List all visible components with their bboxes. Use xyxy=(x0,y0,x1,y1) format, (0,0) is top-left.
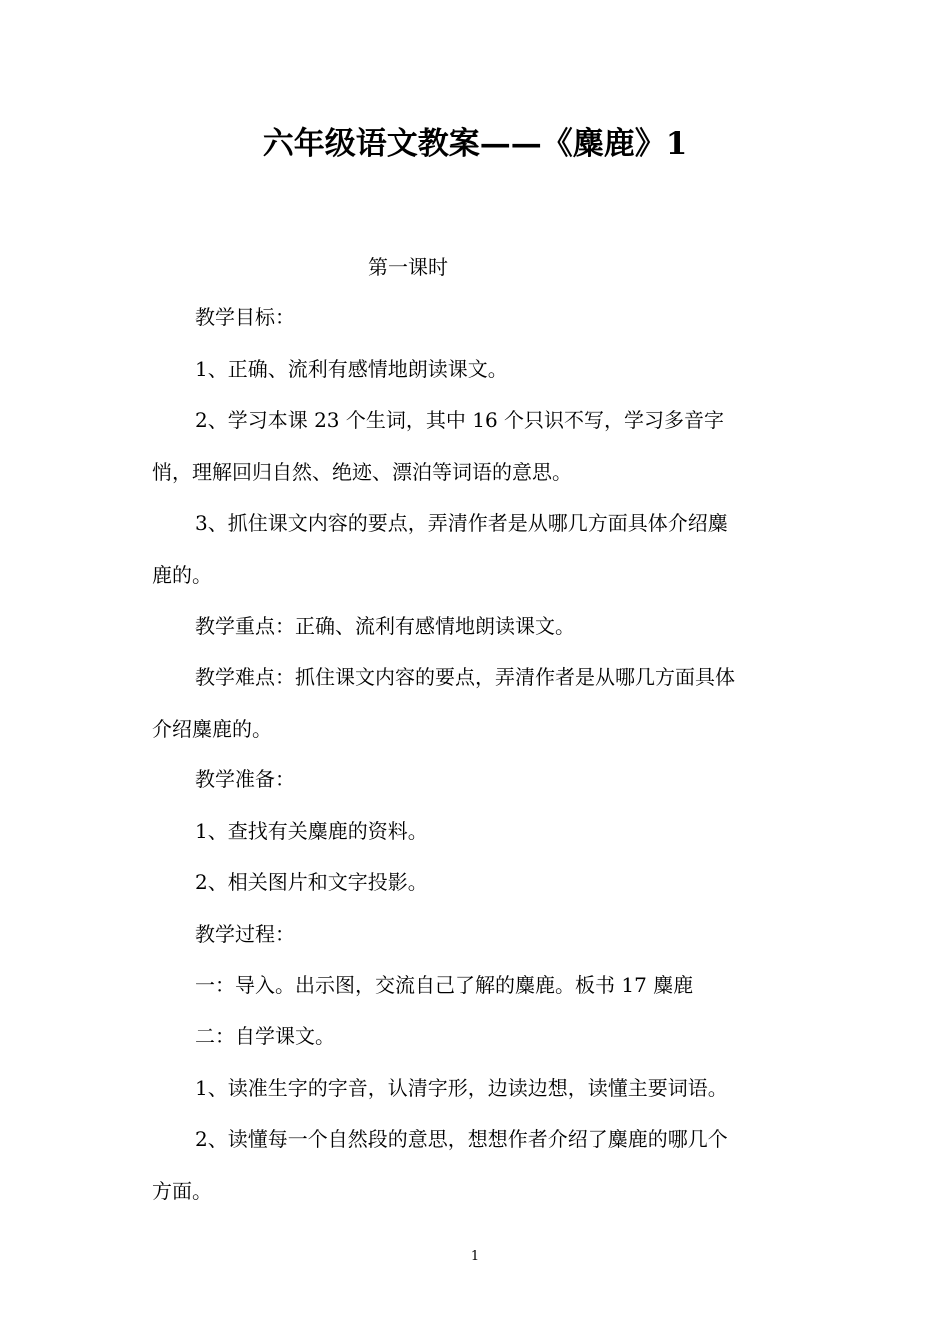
paragraph-line: 2、学习本课 23 个生词，其中 16 个只识不写，学习多音字 xyxy=(195,408,725,432)
paragraph-line: 教学难点：抓住课文内容的要点，弄清作者是从哪几方面具体 xyxy=(195,665,735,689)
paragraph-teaching-difficulty xyxy=(152,662,812,744)
paragraph-line: 教学目标： xyxy=(195,305,295,329)
paragraph-line: 方面。 xyxy=(152,1179,212,1203)
paragraph-line: 1、正确、流利有感情地朗读课文。 xyxy=(195,357,508,381)
paragraph-objective-2 xyxy=(152,405,812,487)
paragraph-line: 教学准备： xyxy=(195,767,295,791)
paragraph-teaching-process-heading xyxy=(152,919,855,949)
paragraph-preparation-2 xyxy=(152,867,855,897)
paragraph-process-step-1 xyxy=(152,970,855,1000)
paragraph-line: 教学过程： xyxy=(195,922,295,946)
paragraph-teaching-objectives-heading xyxy=(152,302,855,332)
paragraph-line: 一：导入。出示图，交流自己了解的麋鹿。板书 17 麋鹿 xyxy=(195,973,694,997)
paragraph-objective-1 xyxy=(152,354,855,384)
paragraph-teaching-preparation-heading xyxy=(152,764,855,794)
paragraph-preparation-1 xyxy=(152,816,855,846)
paragraph-line: 1、查找有关麋鹿的资料。 xyxy=(195,819,428,843)
paragraph-line: 教学重点：正确、流利有感情地朗读课文。 xyxy=(195,614,575,638)
paragraph-line: 二：自学课文。 xyxy=(195,1024,335,1048)
document-title: 六年级语文教案——《麋鹿》1 xyxy=(262,126,688,162)
paragraph-process-step-2 xyxy=(152,1021,855,1051)
paragraph-line: 1、读准生字的字音，认清字形，边读边想，读懂主要词语。 xyxy=(195,1076,728,1100)
paragraph-line: 3、抓住课文内容的要点，弄清作者是从哪几方面具体介绍麋 xyxy=(195,511,728,535)
paragraph-line: 2、读懂每一个自然段的意思，想想作者介绍了麋鹿的哪几个 xyxy=(195,1127,728,1151)
paragraph-teaching-focus xyxy=(152,611,855,641)
paragraph-self-study-1 xyxy=(152,1073,855,1103)
paragraph-objective-3 xyxy=(152,508,812,590)
paragraph-line: 2、相关图片和文字投影。 xyxy=(195,870,428,894)
page-number: 1 xyxy=(470,1249,480,1264)
paragraph-line: 鹿的。 xyxy=(152,563,212,587)
paragraph-self-study-2 xyxy=(152,1124,812,1206)
lesson-period-heading: 第一课时 xyxy=(368,255,448,279)
paragraph-line: 介绍麋鹿的。 xyxy=(152,717,272,741)
paragraph-line: 悄，理解回归自然、绝迹、漂泊等词语的意思。 xyxy=(152,460,572,484)
